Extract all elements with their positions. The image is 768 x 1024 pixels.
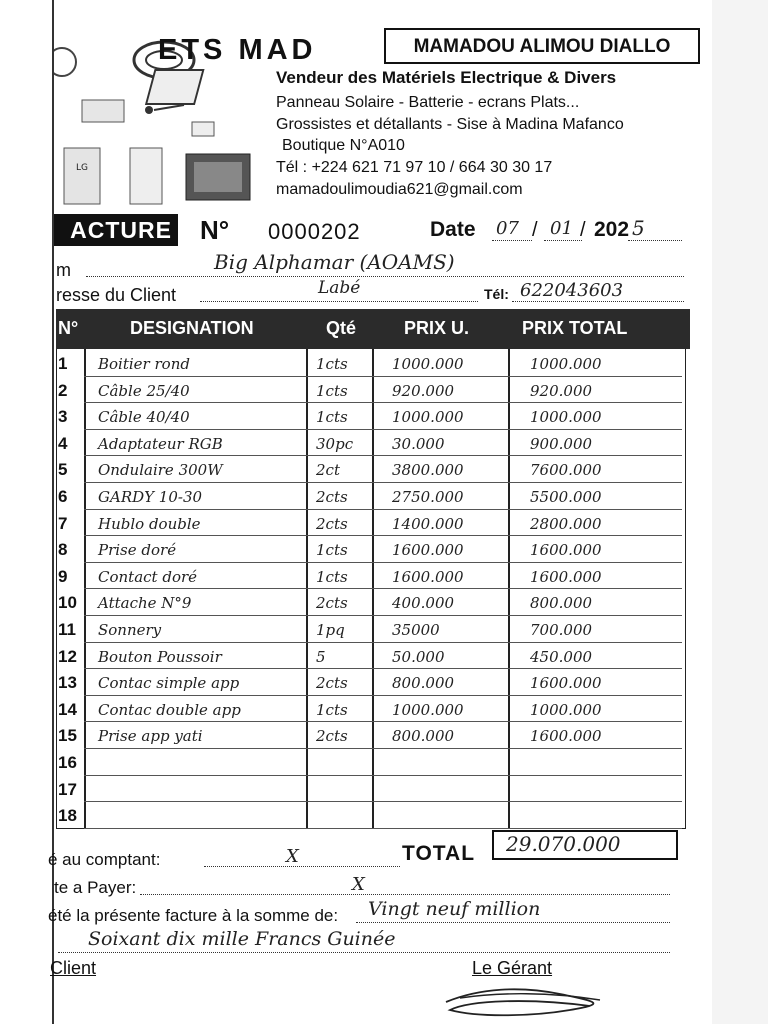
date-label: Date (430, 218, 476, 241)
total-price-cell: 1600.000 (530, 541, 602, 560)
qty-cell: 1cts (316, 700, 348, 719)
page-margin (712, 0, 768, 1024)
col-total-price-header: PRIX TOTAL (522, 318, 628, 338)
date-day: 07 (496, 218, 519, 239)
total-price-cell: 1600.000 (530, 674, 602, 693)
products-line: Panneau Solaire - Batterie - ecrans Plats... (276, 94, 580, 111)
qty-cell: 1cts (316, 541, 348, 560)
remaining-label: te a Payer: (54, 878, 137, 897)
total-price-cell: 920.000 (530, 381, 593, 400)
row-number: 3 (58, 407, 68, 427)
qty-cell: 1cts (316, 567, 348, 586)
row-divider (84, 642, 682, 643)
unit-price-cell: 920.000 (392, 381, 455, 400)
total-price-cell: 1000.000 (530, 408, 602, 427)
row-number: 8 (58, 540, 68, 560)
unit-price-cell: 800.000 (392, 674, 455, 693)
manager-signature-label: Le Gérant (472, 958, 553, 978)
unit-price-cell: 1000.000 (392, 700, 464, 719)
row-number: 1 (58, 354, 68, 373)
unit-price-cell: 30.000 (392, 434, 445, 453)
invoice-number-label: N° (200, 215, 230, 245)
row-number: 18 (58, 806, 77, 826)
table-header (56, 309, 690, 349)
date-year-written: 5 (632, 216, 645, 240)
row-divider (84, 562, 682, 563)
total-price-cell: 1600.000 (530, 567, 602, 586)
qty-cell: 1cts (316, 381, 348, 400)
row-number: 10 (58, 593, 77, 613)
row-divider (84, 668, 682, 669)
row-divider (84, 828, 682, 829)
qty-cell: 2cts (316, 674, 348, 693)
unit-price-cell: 50.000 (392, 647, 445, 666)
total-price-cell: 5500.000 (530, 488, 602, 506)
amount-words-line2: Soixant dix mille Francs Guinée (88, 928, 396, 950)
row-divider (84, 509, 682, 510)
row-divider (84, 721, 682, 722)
client-address-label: resse du Client (56, 285, 177, 305)
qty-cell: 2cts (316, 594, 348, 613)
unit-price-cell: 35000 (392, 621, 440, 639)
row-divider (84, 482, 682, 483)
total-price-cell: 450.000 (530, 647, 593, 666)
cash-label: é au comptant: (48, 850, 161, 869)
row-divider (84, 695, 682, 696)
total-price-cell: 1600.000 (530, 727, 602, 746)
designation-cell: Contac simple app (98, 674, 240, 693)
qty-cell: 1pq (316, 621, 345, 639)
row-number: 11 (58, 620, 76, 639)
unit-price-cell: 1000.000 (392, 355, 464, 373)
row-divider (84, 535, 682, 536)
designation-cell: Boitier rond (98, 355, 190, 373)
qty-cell: 2cts (316, 727, 348, 746)
lg-logo: LG (76, 163, 88, 173)
unit-price-cell: 1600.000 (392, 541, 464, 560)
designation-cell: Sonnery (98, 621, 162, 639)
amount-words-line1: Vingt neuf million (368, 898, 541, 920)
client-name-value: Big Alphamar (AOAMS) (214, 250, 455, 274)
wholesale-line: Grossistes et détallants - Sise à Madina Mafanco (276, 116, 624, 133)
designation-cell: GARDY 10-30 (98, 488, 203, 506)
total-price-cell: 900.000 (530, 434, 593, 453)
unit-price-cell: 800.000 (392, 727, 455, 746)
designation-cell: Prise doré (98, 541, 177, 560)
row-number: 14 (58, 699, 77, 719)
total-value: 29.070.000 (506, 832, 621, 856)
designation-cell: Hublo double (98, 514, 201, 533)
designation-cell: Bouton Poussoir (98, 647, 222, 666)
date-year-printed: 202 (594, 218, 630, 241)
client-address-value: Labé (318, 278, 361, 298)
unit-price-cell: 2750.000 (392, 488, 464, 506)
row-number: 6 (58, 487, 68, 506)
total-price-cell: 2800.000 (530, 514, 602, 533)
col-unit-price-header: PRIX U. (404, 318, 470, 338)
designation-cell: Ondulaire 300W (98, 461, 223, 480)
row-number: 5 (58, 460, 68, 480)
row-divider (84, 801, 682, 802)
total-price-cell: 1000.000 (530, 355, 602, 373)
shop-number: Boutique N°A010 (282, 137, 405, 154)
email-line: mamadoulimoudia621@gmail.com (276, 181, 523, 198)
total-price-cell: 7600.000 (530, 461, 602, 480)
row-number: 12 (58, 646, 77, 666)
row-divider (84, 429, 682, 430)
owner-name: MAMADOU ALIMOU DIALLO (384, 28, 700, 64)
tagline: Vendeur des Matériels Electrique & Divers (276, 68, 617, 87)
unit-price-cell: 400.000 (392, 594, 455, 613)
client-signature-label: Client (50, 958, 97, 978)
date-month: 01 (550, 218, 573, 239)
designation-cell: Attache N°9 (98, 594, 192, 613)
designation-cell: Câble 40/40 (98, 408, 190, 427)
unit-price-cell: 3800.000 (392, 461, 464, 480)
row-divider (84, 376, 682, 377)
row-divider (84, 588, 682, 589)
qty-cell: 1cts (316, 355, 348, 373)
unit-price-cell: 1400.000 (392, 514, 464, 533)
col-designation-header: DESIGNATION (130, 318, 254, 338)
col-number-header: N° (58, 318, 79, 338)
brand-name: ETS MAD (158, 34, 317, 66)
client-name-label: m (56, 260, 71, 280)
total-price-cell: 800.000 (530, 594, 593, 613)
client-tel-label: Tél: (484, 286, 509, 302)
row-number: 9 (58, 566, 68, 586)
row-number: 13 (58, 673, 77, 693)
unit-price-cell: 1600.000 (392, 567, 464, 586)
total-label: TOTAL (402, 842, 476, 865)
amount-words-label: été la présente facture à la somme de: (48, 906, 339, 925)
invoice-title: ACTURE (54, 214, 178, 246)
designation-cell: Prise app yati (98, 727, 203, 746)
qty-cell: 30pc (316, 434, 354, 453)
designation-cell: Adaptateur RGB (98, 434, 223, 453)
total-price-cell: 700.000 (530, 621, 593, 639)
unit-price-cell: 1000.000 (392, 408, 464, 427)
manager-signature (440, 984, 610, 1020)
qty-cell: 2cts (316, 488, 348, 506)
remaining-value: X (352, 874, 365, 895)
row-number: 2 (58, 380, 68, 400)
designation-cell: Contact doré (98, 567, 198, 586)
row-divider (84, 402, 682, 403)
invoice-number: 0000202 (268, 219, 361, 244)
row-number: 17 (58, 779, 77, 799)
qty-cell: 5 (316, 647, 326, 666)
designation-cell: Câble 25/40 (98, 381, 190, 400)
row-number: 4 (58, 433, 68, 453)
row-number: 16 (58, 753, 77, 772)
row-divider (84, 615, 682, 616)
client-tel-value: 622043603 (520, 280, 624, 301)
qty-cell: 2cts (316, 514, 348, 533)
row-divider (84, 748, 682, 749)
total-price-cell: 1000.000 (530, 700, 602, 719)
row-number: 15 (58, 726, 77, 746)
row-divider (84, 455, 682, 456)
qty-cell: 1cts (316, 408, 348, 427)
row-number: 7 (58, 513, 68, 533)
cash-value: X (286, 846, 299, 867)
designation-cell: Contac double app (98, 700, 241, 719)
phone-line: Tél : +224 621 71 97 10 / 664 30 30 17 (276, 159, 553, 176)
row-divider (84, 775, 682, 776)
qty-cell: 2ct (316, 461, 340, 480)
col-qty-header: Qté (326, 318, 357, 338)
